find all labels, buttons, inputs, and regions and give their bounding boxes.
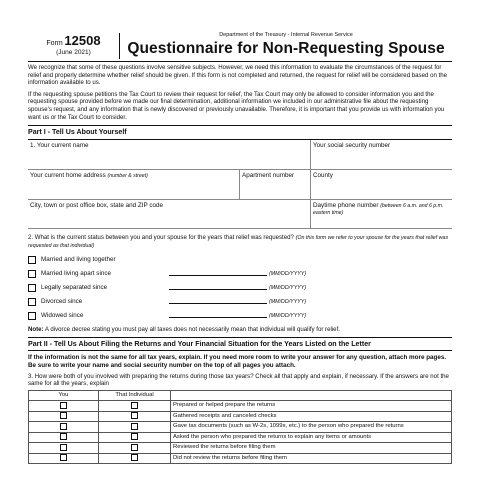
form-page [28, 30, 452, 464]
note-label: Note: [28, 325, 44, 333]
question-2-text: 2. What is the current status between you and your spouse for the years that relief was requested? [28, 233, 294, 241]
intro-paragraph-1: We recognize that some of these questions involve sensitive subjects. However, we need this information to evaluate the circumstances of the request for relief and properly determine whether relief should be given. If this form is not completed and returned, the request for relief will be considered based on the information available to us. [28, 64, 448, 87]
row-label: Asked the person who prepared the returns to explain any items or amounts [171, 432, 452, 443]
form-date: (June 2021) [56, 48, 91, 56]
you-checkbox[interactable] [60, 402, 67, 409]
table-row [29, 453, 452, 464]
agency-line: Department of the Treasury - Internal Revenue Service [219, 32, 353, 38]
date-format-hint: (MM/DD/YYYY) [269, 312, 307, 319]
note-text: A divorce decree stating you must pay all taxes does not necessarily mean that individual will qualify for relief. [43, 325, 340, 333]
column-header-individual: That Individual [99, 390, 171, 401]
divorce-note [28, 326, 452, 333]
table-row [29, 401, 452, 412]
date-format-hint: (MM/DD/YYYY) [269, 270, 307, 277]
table-row [29, 432, 452, 443]
table-header-row [29, 390, 452, 401]
name-row [28, 140, 452, 170]
intro-text [28, 64, 452, 121]
status-date-input[interactable] [169, 289, 267, 290]
return-preparation-table [28, 390, 452, 465]
part2-heading: Part II - Tell Us About Filing the Returns and Your Financial Situation for the Years Listed on the Letter [28, 337, 452, 352]
table-row [29, 411, 452, 422]
status-label: Legally separated since [41, 283, 108, 291]
row-label: Gathered receipts and canceled checks [171, 411, 452, 422]
status-option-widowed [28, 309, 452, 323]
individual-checkbox[interactable] [131, 402, 138, 409]
part2-instructions: If the information is not the same for all tax years, explain. If you need more room to write your answer for any question, attach more pages. Be sure to write your name and social security number on the top of all pages you attach. [28, 354, 447, 370]
daytime-phone-field[interactable] [311, 200, 452, 228]
you-checkbox[interactable] [60, 433, 67, 440]
row-label: Did not review the returns before filing them [171, 453, 452, 464]
current-name-field[interactable] [28, 140, 311, 169]
row-label: Reviewed the returns before filing them [171, 443, 452, 454]
status-label: Married and living together [41, 255, 116, 263]
status-option-married-together [28, 253, 452, 267]
question-2 [28, 234, 452, 250]
status-checkbox[interactable] [28, 256, 36, 264]
column-header-blank [171, 390, 452, 401]
part1-heading: Part I - Tell Us About Yourself [28, 125, 452, 140]
city-row [28, 200, 452, 229]
ssn-label: Your social security number [313, 141, 391, 149]
status-checkbox[interactable] [28, 270, 36, 278]
individual-checkbox[interactable] [131, 423, 138, 430]
county-field[interactable] [311, 170, 452, 199]
form-title: Questionnaire for Non-Requesting Spouse [127, 40, 445, 57]
status-label: Widowed since [41, 311, 84, 319]
form-word: Form [46, 40, 63, 47]
column-header-you: You [29, 390, 99, 401]
status-label: Married living apart since [41, 269, 111, 277]
question-3-text: 3. How were both of you involved with preparing the returns during those tax years? Check all that apply and explain, if necessary. If the answers are not the same for all the years, explain [28, 372, 449, 387]
date-format-hint: (MM/DD/YYYY) [269, 298, 307, 305]
daytime-phone-hint: (between 6 a.m. and 6 p.m. eastern time) [313, 202, 444, 217]
form-number: 12508 [64, 33, 101, 48]
home-address-label: Your current home address [30, 171, 106, 179]
marital-status-options [28, 253, 452, 323]
city-state-zip-field[interactable] [28, 200, 311, 228]
you-checkbox[interactable] [60, 454, 67, 461]
status-option-divorced [28, 295, 452, 309]
question-2-hint: (On this form we refer to your spouse for the years that relief was requested as that individual) [28, 234, 449, 249]
date-format-hint: (MM/DD/YYYY) [269, 284, 307, 291]
row-label: Gave tax documents (such as W-2s, 1099s, etc.) to the person who prepared the returns [171, 422, 452, 433]
you-checkbox[interactable] [60, 444, 67, 451]
status-option-married-apart [28, 267, 452, 281]
status-date-input[interactable] [169, 275, 267, 276]
status-date-input[interactable] [169, 317, 267, 318]
individual-checkbox[interactable] [131, 454, 138, 461]
apartment-number-label: Apartment number [242, 171, 295, 179]
status-option-legally-separated [28, 281, 452, 295]
address-row [28, 170, 452, 200]
you-checkbox[interactable] [60, 412, 67, 419]
home-address-field[interactable] [28, 170, 240, 199]
individual-checkbox[interactable] [131, 444, 138, 451]
form-identifier [28, 33, 120, 59]
apartment-number-field[interactable] [240, 170, 311, 199]
intro-paragraph-2: If the requesting spouse petitions the Tax Court to review their request for relief, the Tax Court may only be allowed to consider information you and the requesting spouse provided before we made our final determination, additional information we included in our administrative file about the requesting spouse's request, and any information that is newly discovered or previously unavailable. Therefore, it is important that you provide us with information you want us or the Tax Court to consider. [28, 90, 445, 121]
status-checkbox[interactable] [28, 298, 36, 306]
status-checkbox[interactable] [28, 312, 36, 320]
you-checkbox[interactable] [60, 423, 67, 430]
status-date-input[interactable] [169, 303, 267, 304]
daytime-phone-label: Daytime phone number [313, 201, 379, 209]
home-address-hint: (number & street) [107, 172, 148, 179]
table-row [29, 422, 452, 433]
form-header [28, 30, 452, 62]
current-name-label: 1. Your current name [30, 141, 89, 149]
status-label: Divorced since [41, 297, 83, 305]
individual-checkbox[interactable] [131, 433, 138, 440]
ssn-field[interactable] [311, 140, 452, 169]
city-state-zip-label: City, town or post office box, state and ZIP code [30, 201, 164, 209]
individual-checkbox[interactable] [131, 412, 138, 419]
table-row [29, 443, 452, 454]
county-label: County [313, 171, 333, 179]
status-checkbox[interactable] [28, 284, 36, 292]
row-label: Prepared or helped prepare the returns [171, 401, 452, 412]
